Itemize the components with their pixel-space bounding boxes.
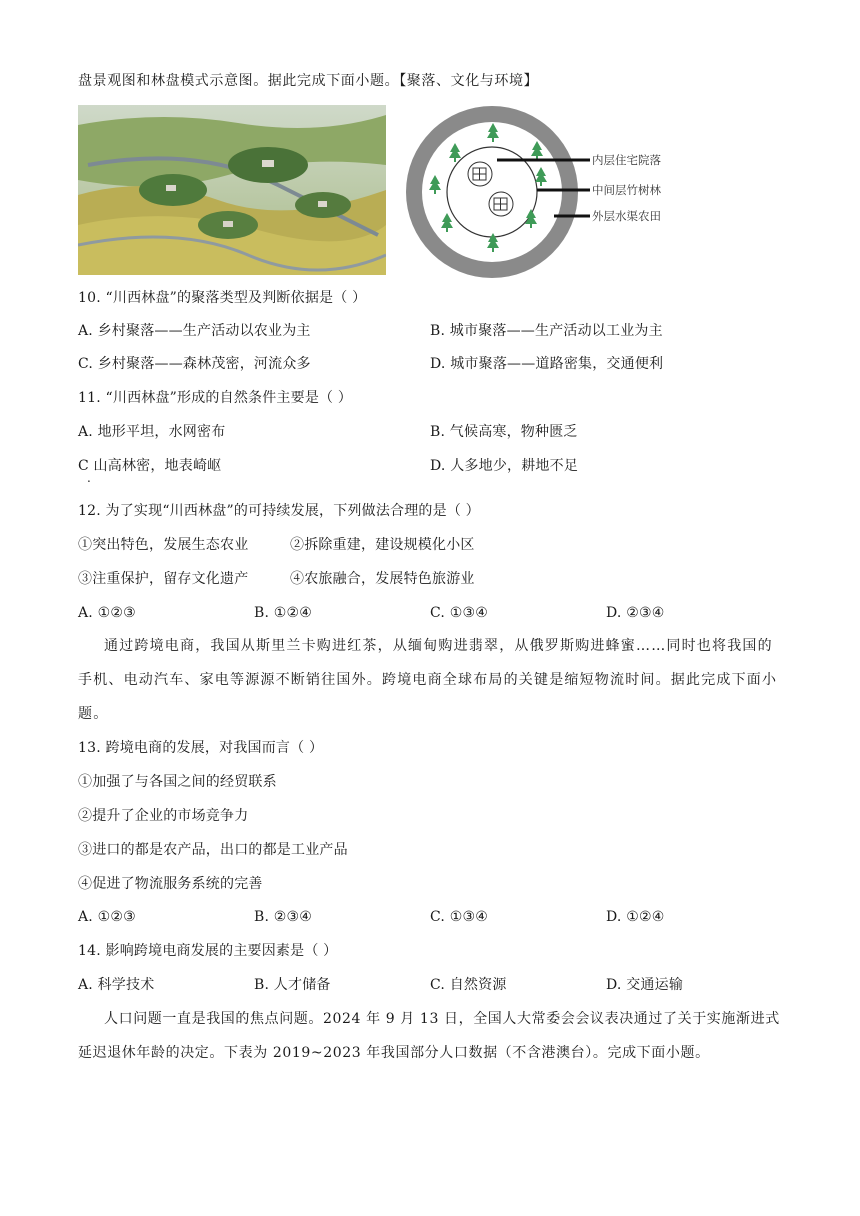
q13-statement-1: ①加强了与各国之间的经贸联系 <box>78 774 277 790</box>
q10-option-c: C. 乡村聚落——森林茂密，河流众多 <box>78 356 311 372</box>
q12-statement-3: ③注重保护，留存文化遗产 <box>78 571 249 587</box>
q12-option-a: A. ①②③ <box>78 605 136 621</box>
q14-stem: 14. 影响跨境电商发展的主要因素是（ ） <box>78 943 338 959</box>
q11-option-a: A. 地形平坦，水网密布 <box>78 424 226 440</box>
passage3-line-2: 延迟退休年龄的决定。下表为 2019~2023 年我国部分人口数据（不含港澳台）。完成下面小题。 <box>78 1045 710 1061</box>
q13-statement-2: ②提升了企业的市场竞争力 <box>78 808 249 824</box>
q12-option-c: C. ①③④ <box>430 605 488 621</box>
q14-option-b: B. 人才储备 <box>254 977 331 993</box>
passage2-line-3: 题。 <box>78 706 109 722</box>
q12-stem: 12. 为了实现“川西林盘”的可持续发展，下列做法合理的是（ ） <box>78 503 480 519</box>
q12-statement-4: ④农旅融合，发展特色旅游业 <box>290 571 475 587</box>
q14-option-a: A. 科学技术 <box>78 977 155 993</box>
q12-option-d: D. ②③④ <box>606 605 665 621</box>
q10-option-a: A. 乡村聚落——生产活动以农业为主 <box>78 323 311 339</box>
q11-option-c: C 山高林密，地表崎岖 <box>78 458 222 474</box>
intro-text: 盘景观图和林盘模式示意图。据此完成下面小题。【聚落、文化与环境】 <box>78 73 539 89</box>
diagram-label-middle: 中间层竹树林 <box>592 183 661 197</box>
passage2-line-2: 手机、电动汽车、家电等源源不断销往国外。跨境电商全球布局的关键是缩短物流时间。据此完成下面小 <box>78 672 778 688</box>
linpan-landscape-photo <box>78 105 386 275</box>
passage3-line-1: 人口问题一直是我国的焦点问题。2024 年 9 月 13 日，全国人大常委会会议表决通过了关于实施渐进式 <box>104 1011 780 1027</box>
q12-option-b: B. ①②④ <box>254 605 313 621</box>
q13-option-c: C. ①③④ <box>430 909 488 925</box>
q14-option-d: D. 交通运输 <box>606 977 684 993</box>
q13-option-d: D. ①②④ <box>606 909 665 925</box>
q12-statement-2: ②拆除重建，建设规模化小区 <box>290 537 475 553</box>
diagram-label-inner: 内层住宅院落 <box>592 153 661 167</box>
q11-option-d: D. 人多地少，耕地不足 <box>430 458 579 474</box>
q11-option-c-dot: . <box>87 471 91 485</box>
q12-statement-1: ①突出特色，发展生态农业 <box>78 537 249 553</box>
q13-option-a: A. ①②③ <box>78 909 136 925</box>
diagram-label-outer: 外层水渠农田 <box>592 209 661 223</box>
q10-option-b: B. 城市聚落——生产活动以工业为主 <box>430 323 663 339</box>
q13-option-b: B. ②③④ <box>254 909 313 925</box>
q11-option-b: B. 气候高寒，物种匮乏 <box>430 424 578 440</box>
q13-stem: 13. 跨境电商的发展，对我国而言（ ） <box>78 740 324 756</box>
q10-stem: 10. “川西林盘”的聚落类型及判断依据是（ ） <box>78 290 367 306</box>
linpan-mode-diagram <box>402 102 692 282</box>
q14-option-c: C. 自然资源 <box>430 977 507 993</box>
q10-option-d: D. 城市聚落——道路密集，交通便利 <box>430 356 664 372</box>
passage2-line-1: 通过跨境电商，我国从斯里兰卡购进红茶，从缅甸购进翡翠，从俄罗斯购进蜂蜜……同时也将我国的 <box>104 638 773 654</box>
q13-statement-3: ③进口的都是农产品，出口的都是工业产品 <box>78 842 348 858</box>
q13-statement-4: ④促进了物流服务系统的完善 <box>78 876 263 892</box>
q11-stem: 11. “川西林盘”形成的自然条件主要是（ ） <box>78 390 353 406</box>
